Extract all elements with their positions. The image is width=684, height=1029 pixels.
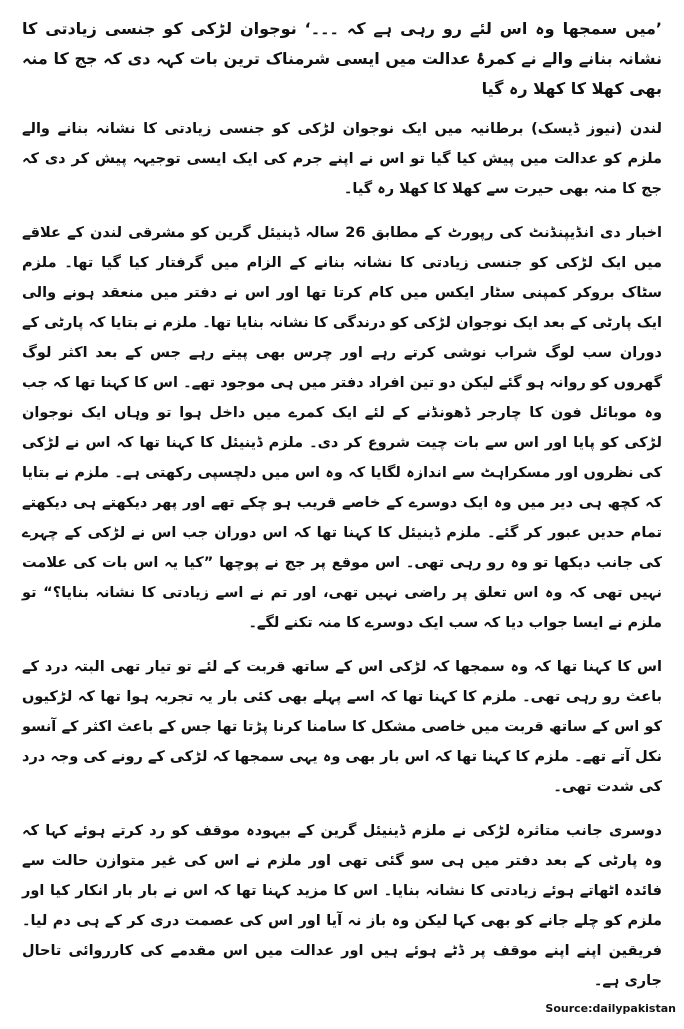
article-headline: ’میں سمجھا وہ اس لئے رو رہی ہے کہ ۔۔۔‘ نوجوان لڑکی کو جنسی زیادتی کا نشانہ بنانے والے نے کمرۂ عدالت میں ایسی شرمناک ترین بات کہہ دی کہ جج کا منہ بھی کھلا کا کھلا رہ گیا <box>22 19 662 98</box>
article-paragraph: اس کا کہنا تھا کہ وہ سمجھا کہ لڑکی اس کے ساتھ قربت کے لئے تو تیار تھی البتہ درد کے باعث رو رہی تھی۔ ملزم کا کہنا تھا کہ اسے پہلے بھی کئی بار یہ تجربہ ہوا تھا کہ لڑکیوں کو اس کے ساتھ قربت میں خاصی مشکل کا سامنا کرنا پڑتا تھا جس کے باعث اکثر کے آنسو نکل آتے تھے۔ ملزم کا کہنا تھا کہ اس بار بھی وہ یہی سمجھا کہ لڑکی کے رونے کی وجہ درد کی شدت تھی۔ <box>22 659 662 795</box>
source-credit: Source:dailypakistan <box>545 1002 676 1015</box>
article-paragraph: اخبار دی انڈیپنڈنٹ کی رپورٹ کے مطابق 26 سالہ ڈینیئل گرین کو مشرقی لندن کے علاقے میں ایک لڑکی کو جنسی زیادتی کا نشانہ بنانے کے الزام میں گرفتار کیا گیا تھا۔ ملزم سٹاک بروکر کمپنی سٹار ایکس میں کام کرتا تھا اور اس نے دفتر میں منعقد ہونے والی ایک پارٹی کے بعد ایک نوجوان لڑکی کو درندگی کا نشانہ بنایا تھا۔ ملزم نے بتایا کہ پارٹی کے دوران سب لوگ شراب نوشی کرتے رہے اور چرس بھی پیتے رہے جس کے بعد اکثر لوگ گھروں کو روانہ ہو گئے لیکن دو تین افراد دفتر میں ہی موجود تھے۔ اس کا کہنا تھا کہ جب وہ موبائل فون کا چارجر ڈھونڈنے کے لئے ایک کمرے میں داخل ہوا تو وہاں ایک نوجوان لڑکی کو پایا اور اس سے بات چیت شروع کر دی۔ ملزم ڈینیئل کا کہنا تھا کہ اس نے لڑکی کی نظروں اور مسکراہٹ سے اندازہ لگایا کہ وہ اس میں دلچسپی رکھتی ہے۔ ملزم نے بتایا کہ کچھ ہی دیر میں وہ ایک دوسرے کے خاصے قریب ہو چکے تھے اور پھر دیکھتے ہی دیکھتے تمام حدیں عبور کر گئے۔ ملزم ڈینیئل کا کہنا تھا کہ اس دوران جب اس نے لڑکی کے چہرے کی جانب دیکھا تو وہ رو رہی تھی۔ اس موقع پر جج نے پوچھا ”کیا یہ اس بات کی علامت نہیں تھی کہ وہ اس تعلق پر راضی نہیں تھی، اور تم نے اسے زیادتی کا نشانہ بنایا؟“ تو ملزم نے ایسا جواب دیا کہ سب ایک دوسرے کا منہ تکنے لگے۔ <box>22 225 662 631</box>
article-paragraph: لندن (نیوز ڈیسک) برطانیہ میں ایک نوجوان لڑکی کو جنسی زیادتی کا نشانہ بنانے والے ملزم کو عدالت میں پیش کیا گیا تو اس نے اپنے جرم کی ایک ایسی توجیہہ پیش کر دی کہ جج کا منہ بھی حیرت سے کھلا کا کھلا رہ گیا۔ <box>22 121 662 197</box>
article-paragraph: دوسری جانب متاثرہ لڑکی نے ملزم ڈینیئل گرین کے بیہودہ موقف کو رد کرتے ہوئے کہا کہ وہ پارٹی کے بعد دفتر میں ہی سو گئی تھی اور ملزم نے اس کی غیر متوازن حالت سے فائدہ اٹھاتے ہوئے زیادتی کا نشانہ بنایا۔ اس کا مزید کہنا تھا کہ اس نے بار بار انکار کیا اور ملزم کو چلے جانے کو بھی کہا لیکن وہ باز نہ آیا اور اس کی عصمت دری کر کے ہی دم لیا۔ فریقین اپنے اپنے موقف پر ڈٹے ہوئے ہیں اور عدالت میں اس مقدمے کی کارروائی تاحال جاری ہے۔ <box>22 823 662 989</box>
